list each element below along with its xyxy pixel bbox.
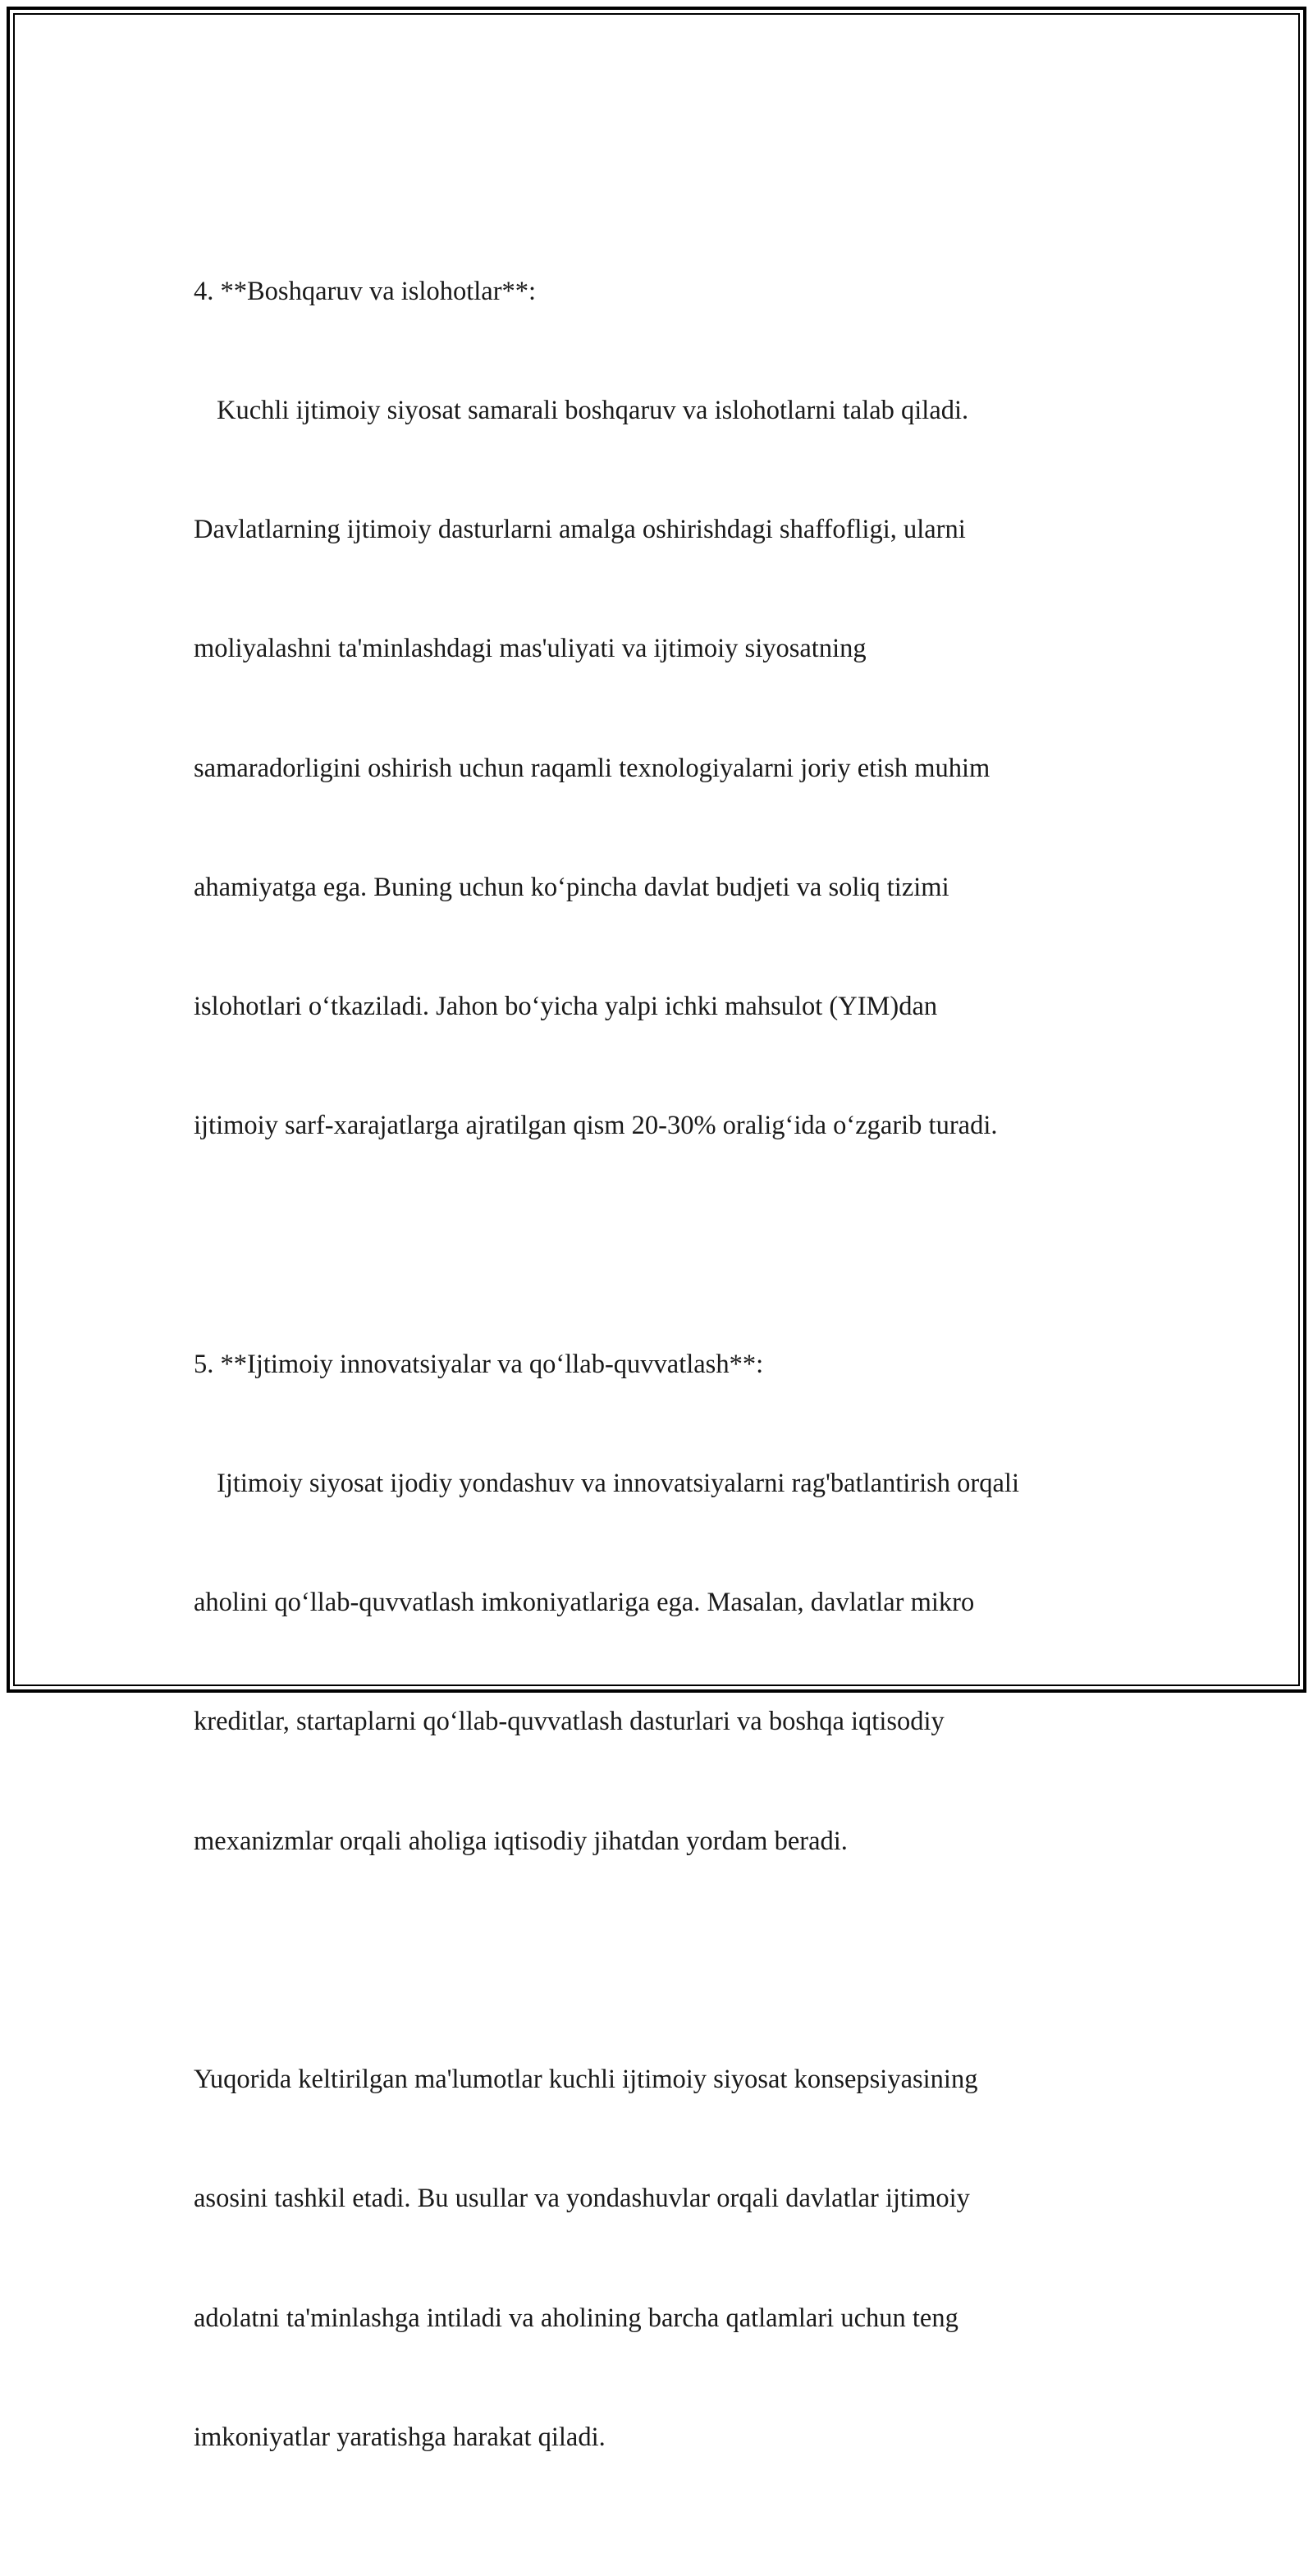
section-line: Kuchli ijtimoiy siyosat samarali boshqaruv va islohotlarni talab qiladi. (217, 396, 969, 426)
section-heading: 5. **Ijtimoiy innovatsiyalar va qo‘llab-quvvatlash**: (194, 1349, 764, 1379)
section-4 (194, 192, 1137, 1226)
conclusion-line: asosini tashkil etadi. Bu usullar va yondashuvlar orqali davlatlar ijtimoiy (194, 2184, 970, 2214)
section-line: moliyalashni ta'minlashdagi mas'uliyati va ijtimoiy siyosatning (194, 634, 867, 664)
section-line: islohotlari o‘tkaziladi. Jahon bo‘yicha yalpi ichki mahsulot (YIM)dan (194, 992, 938, 1022)
section-line: aholini qo‘llab-quvvatlash imkoniyatlariga ega. Masalan, davlatlar mikro (194, 1588, 975, 1618)
section-line: mexanizmlar orqali aholiga iqtisodiy jihatdan yordam beradi. (194, 1826, 848, 1856)
section-line: kreditlar, startaplarni qo‘llab-quvvatlash dasturlari va boshqa iqtisodiy (194, 1707, 945, 1737)
section-line: ijtimoiy sarf-xarajatlarga ajratilgan qism 20-30% oralig‘ida o‘zgarib turadi. (194, 1111, 998, 1141)
section-line: samaradorligini oshirish uchun raqamli texnologiyalarni joriy etish muhim (194, 753, 990, 783)
conclusion-line: adolatni ta'minlashga intiladi va aholining barcha qatlamlari uchun teng (194, 2303, 958, 2333)
document-body (194, 192, 1137, 2576)
conclusion-paragraph (194, 1980, 1137, 2537)
conclusion-line: Yuqorida keltirilgan ma'lumotlar kuchli ijtimoiy siyosat konsepsiyasining (194, 2065, 978, 2095)
section-5 (194, 1265, 1137, 1941)
section-line: Davlatlarning ijtimoiy dasturlarni amalga oshirishdagi shaffofligi, ularni (194, 515, 966, 545)
section-line: Ijtimoiy siyosat ijodiy yondashuv va innovatsiyalarni rag'batlantirish orqali (217, 1468, 1019, 1498)
section-heading: 4. **Boshqaruv va islohotlar**: (194, 276, 537, 306)
section-line: ahamiyatga ega. Buning uchun ko‘pincha davlat budjeti va soliq tizimi (194, 872, 949, 902)
conclusion-line: imkoniyatlar yaratishga harakat qiladi. (194, 2422, 606, 2452)
